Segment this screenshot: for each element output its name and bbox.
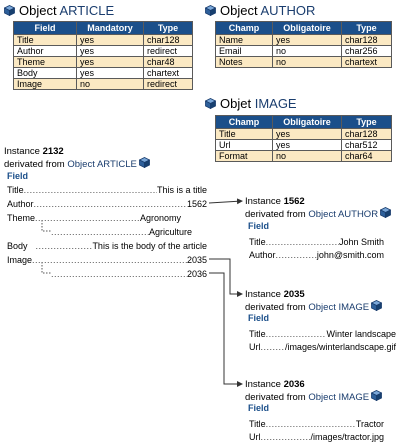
column-header: Mandatory [77,22,144,35]
instance-keyword: Instance [4,146,40,157]
table-cell: yes [273,129,342,140]
table-cell: chartext [342,57,392,68]
field-label: Url [249,432,261,442]
source-object: Object ARTICLE [67,159,137,170]
table-cell: Notes [216,57,273,68]
source-object: Object IMAGE [308,302,370,313]
table-cell: no [273,57,342,68]
instance-id: 2132 [42,146,64,157]
table-cell: char128 [342,129,392,140]
field-label: Title [7,185,24,195]
author-to-1562-arrow [209,201,242,203]
table-cell: yes [77,57,144,68]
theme-bracket [42,220,51,231]
field-header: Field [248,313,270,323]
derivation-label: derivated from [245,209,306,220]
table-cell: yes [273,140,342,151]
table-cell: yes [77,46,144,57]
instance-id: 2036 [283,379,305,390]
column-header: Type [342,22,392,35]
source-object: Object AUTHOR [308,209,379,220]
object-keyword: Objet [220,96,252,111]
derivation-label: derivated from [245,392,306,403]
field-label: Author [249,250,276,260]
table-cell: Title [216,129,273,140]
instance-id: 2035 [283,289,305,300]
table-cell: Author [14,46,77,57]
table-cell: redirect [144,46,193,57]
object-keyword: Object [220,3,258,18]
field-label: Title [249,237,266,247]
field-header: Field [248,221,270,231]
table-cell: chartext [144,68,193,79]
table-cell: Name [216,35,273,46]
column-header: Type [144,22,193,35]
field-value: 1562 [186,199,207,209]
column-header: Obligatoire [273,22,342,35]
table-cell: Body [14,68,77,79]
table-cell: Url [216,140,273,151]
table-cell: char48 [144,57,193,68]
field-value: /images/tractor.jpg [310,432,384,442]
object-name: ARTICLE [59,3,115,18]
column-header: Champ [216,116,273,129]
column-header: Champ [216,22,273,35]
field-value: Tractor [355,419,384,429]
image-to-2036-arrow [209,273,242,384]
table-cell: no [77,79,144,90]
object-keyword: Object [19,3,57,18]
instance-keyword: Instance [245,289,281,300]
table-cell: char128 [342,35,392,46]
table-cell: yes [273,35,342,46]
table-cell: Title [14,35,77,46]
source-object: Object IMAGE [308,392,370,403]
image-bracket [42,262,51,273]
field-value: 2035 [186,255,207,265]
instance-id: 1562 [283,196,305,207]
field-value: This is a title [156,185,207,195]
table-cell: Image [14,79,77,90]
field-value: Agriculture [148,227,192,237]
field-header: Field [248,403,270,413]
column-header: Type [342,116,392,129]
field-value: Winter landscape [326,329,396,339]
table-cell: yes [77,35,144,46]
field-label: Title [249,419,266,429]
derivation-label: derivated from [245,302,306,313]
field-value: Agronomy [139,213,181,223]
table-cell: no [273,46,342,57]
table-cell: no [273,151,342,162]
field-label: Author [7,199,34,209]
field-value: John Smith [338,237,384,247]
instance-keyword: Instance [245,379,281,390]
field-label: Url [249,342,261,352]
derivation-label: derivated from [4,159,65,170]
table-cell: Format [216,151,273,162]
object-name: AUTHOR [260,3,316,18]
object-name: IMAGE [254,96,297,111]
field-label: Title [249,329,266,339]
table-cell: yes [77,68,144,79]
instance-keyword: Instance [245,196,281,207]
field-value: 2036 [186,269,207,279]
column-header: Field [14,22,77,35]
field-label: Image [7,255,33,265]
field-label: Theme [7,213,36,223]
table-cell: char512 [342,140,392,151]
table-cell: redirect [144,79,193,90]
field-label: Body [7,241,28,251]
field-value: /images/winterlandscape.gif [284,342,396,352]
table-cell: char64 [342,151,392,162]
image-to-2035-arrow [209,259,242,294]
field-value: john@smith.com [316,250,384,260]
table-cell: Theme [14,57,77,68]
column-header: Obligatoire [273,116,342,129]
field-header: Field [7,171,29,181]
field-value: This is the body of the article [92,241,207,251]
table-cell: char256 [342,46,392,57]
table-cell: Email [216,46,273,57]
table-cell: char128 [144,35,193,46]
